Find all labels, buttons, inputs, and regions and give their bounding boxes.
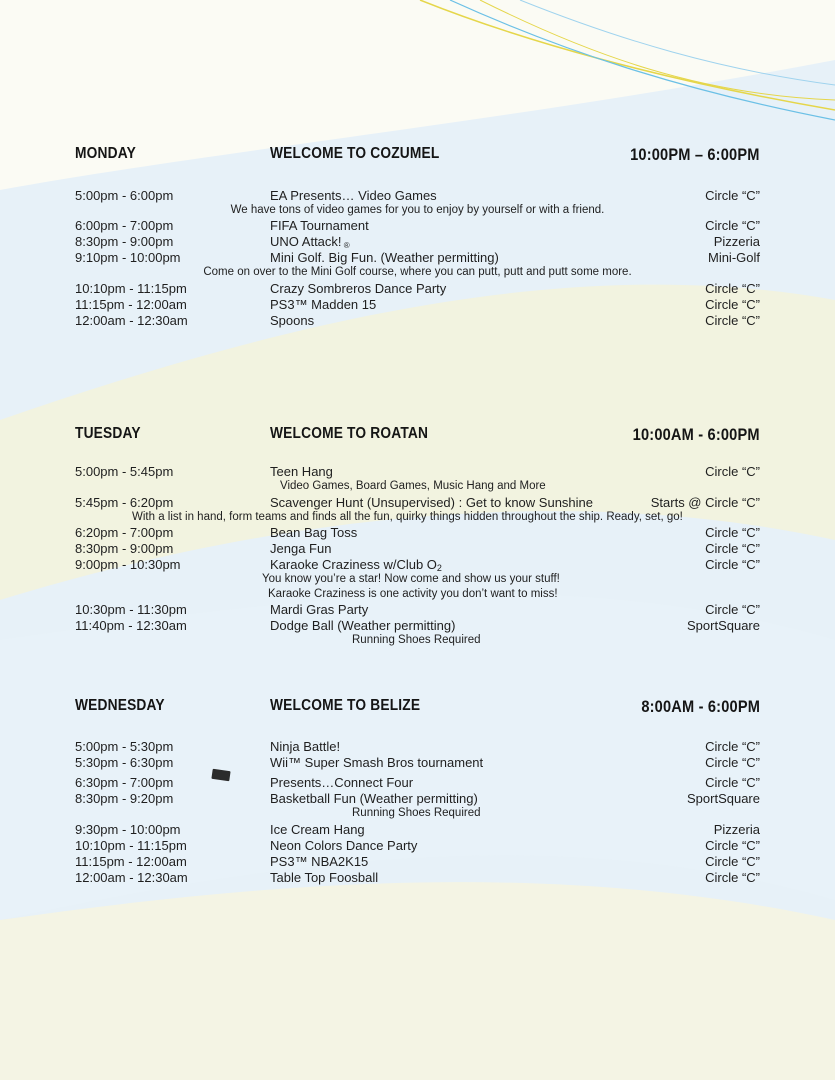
schedule-row [0, 617, 835, 634]
schedule-row [0, 556, 835, 573]
row-activity: PS3™ NBA2K15 [270, 854, 369, 869]
port-label: WELCOME TO BELIZE [270, 697, 421, 714]
row-location: Circle “C” [705, 602, 760, 617]
schedule-row [0, 280, 835, 297]
activity-note: With a list in hand, form teams and finds all the fun, quirky things hidden throughout the ship. Ready, set, go! [132, 511, 683, 523]
schedule-row [0, 774, 835, 791]
schedule-row [0, 738, 835, 755]
row-activity: Jenga Fun [270, 541, 332, 556]
row-time: 5:30pm - 6:30pm [75, 755, 174, 770]
schedule-row [0, 869, 835, 886]
schedule-row [0, 249, 835, 266]
wednesday-header [0, 697, 835, 727]
row-activity: Spoons [270, 313, 315, 328]
row-time: 11:15pm - 12:00am [75, 297, 187, 312]
activity-note: You know you’re a star! Now come and show us your stuff! [262, 573, 560, 585]
schedule-row [0, 601, 835, 618]
row-location: Pizzeria [713, 234, 760, 249]
row-activity: Neon Colors Dance Party [270, 838, 418, 853]
row-time: 10:10pm - 11:15pm [75, 281, 187, 296]
schedule-row [0, 217, 835, 234]
row-activity: Ninja Battle! [270, 739, 341, 754]
schedule-row [0, 296, 835, 313]
row-time: 5:00pm - 6:00pm [75, 188, 174, 203]
hours-label: 8:00AM - 6:00PM [641, 697, 760, 716]
row-time: 8:30pm - 9:00pm [75, 234, 174, 249]
hours-label: 10:00PM – 6:00PM [630, 145, 760, 164]
activity-note: Running Shoes Required [352, 634, 481, 646]
schedule-row [0, 790, 835, 807]
row-activity: Presents…Connect Four [270, 775, 414, 790]
row-time: 10:10pm - 11:15pm [75, 838, 187, 853]
row-time: 11:40pm - 12:30am [75, 618, 187, 633]
tuesday-header [0, 425, 835, 455]
row-location: Circle “C” [705, 188, 760, 203]
activity-note: Video Games, Board Games, Music Hang and More [280, 480, 546, 492]
row-time: 8:30pm - 9:20pm [75, 791, 174, 806]
row-time: 5:00pm - 5:30pm [75, 739, 174, 754]
row-time: 6:00pm - 7:00pm [75, 218, 174, 233]
row-location: Circle “C” [705, 313, 760, 328]
schedule-row [0, 463, 835, 480]
row-location: Circle “C” [705, 525, 760, 540]
row-activity: Scavenger Hunt (Unsupervised) : Get to know Sunshine [270, 495, 594, 510]
row-time: 5:00pm - 5:45pm [75, 464, 174, 479]
day-label: TUESDAY [75, 425, 141, 442]
hours-label: 10:00AM - 6:00PM [632, 425, 760, 444]
row-time: 9:10pm - 10:00pm [75, 250, 181, 265]
row-activity: Table Top Foosball [270, 870, 379, 885]
row-activity: EA Presents… Video Games [270, 188, 437, 203]
row-activity: UNO Attack! ® [270, 234, 350, 250]
port-label: WELCOME TO ROATAN [270, 425, 429, 442]
subscript-2: 2 [436, 563, 442, 573]
row-location: Starts @ Circle “C” [650, 495, 760, 510]
row-activity: Crazy Sombreros Dance Party [270, 281, 447, 296]
row-time: 12:00am - 12:30am [75, 870, 188, 885]
row-time: 8:30pm - 9:00pm [75, 541, 174, 556]
row-location: Circle “C” [705, 870, 760, 885]
schedule-row [0, 754, 835, 771]
row-activity: Ice Cream Hang [270, 822, 365, 837]
row-location: Circle “C” [705, 854, 760, 869]
row-activity: Teen Hang [270, 464, 333, 479]
row-location: SportSquare [687, 791, 760, 806]
registered-mark-icon: ® [341, 241, 350, 250]
activity-note: We have tons of video games for you to enjoy by yourself or with a friend. [230, 204, 605, 216]
row-activity: Basketball Fun (Weather permitting) [270, 791, 478, 806]
row-time: 6:20pm - 7:00pm [75, 525, 174, 540]
row-location: Pizzeria [713, 822, 760, 837]
row-activity: Karaoke Craziness w/Club $O_2$ [270, 557, 442, 573]
monday-header [0, 145, 835, 175]
schedule-row [0, 821, 835, 838]
row-activity: FIFA Tournament [270, 218, 369, 233]
row-location: Circle “C” [705, 541, 760, 556]
day-label: MONDAY [75, 145, 136, 162]
port-label: WELCOME TO COZUMEL [270, 145, 440, 162]
row-location: SportSquare [687, 618, 760, 633]
day-label: WEDNESDAY [75, 697, 165, 714]
row-activity: Wii™ Super Smash Bros tournament [270, 755, 484, 770]
activity-note: Running Shoes Required [352, 807, 481, 819]
row-location: Mini-Golf [707, 250, 760, 265]
schedule-row [0, 312, 835, 329]
row-location: Circle “C” [705, 838, 760, 853]
activity-note: Karaoke Craziness is one activity you don’t want to miss! [268, 588, 558, 600]
row-location: Circle “C” [705, 218, 760, 233]
schedule-row [0, 540, 835, 557]
row-location: Circle “C” [705, 557, 760, 572]
schedule-row [0, 837, 835, 854]
schedule-row [0, 853, 835, 870]
row-location: Circle “C” [705, 755, 760, 770]
row-location: Circle “C” [705, 297, 760, 312]
activity-note: Come on over to the Mini Golf course, where you can putt, putt and putt some more. [203, 266, 632, 278]
schedule-row [0, 233, 835, 250]
schedule-row [0, 187, 835, 204]
row-time: 6:30pm - 7:00pm [75, 775, 174, 790]
row-activity: Dodge Ball (Weather permitting) [270, 618, 456, 633]
row-location: Circle “C” [705, 464, 760, 479]
row-time: 9:00pm - 10:30pm [75, 557, 181, 572]
row-location: Circle “C” [705, 739, 760, 754]
row-time: 9:30pm - 10:00pm [75, 822, 181, 837]
schedule-row [0, 524, 835, 541]
row-time: 5:45pm - 6:20pm [75, 495, 174, 510]
row-activity: Mardi Gras Party [270, 602, 369, 617]
row-activity: Bean Bag Toss [270, 525, 358, 540]
row-location: Circle “C” [705, 281, 760, 296]
row-activity: Mini Golf. Big Fun. (Weather permitting) [270, 250, 499, 265]
schedule-row [0, 494, 835, 511]
row-location: Circle “C” [705, 775, 760, 790]
row-time: 12:00am - 12:30am [75, 313, 188, 328]
row-time: 11:15pm - 12:00am [75, 854, 187, 869]
row-activity: PS3™ Madden 15 [270, 297, 377, 312]
row-time: 10:30pm - 11:30pm [75, 602, 187, 617]
